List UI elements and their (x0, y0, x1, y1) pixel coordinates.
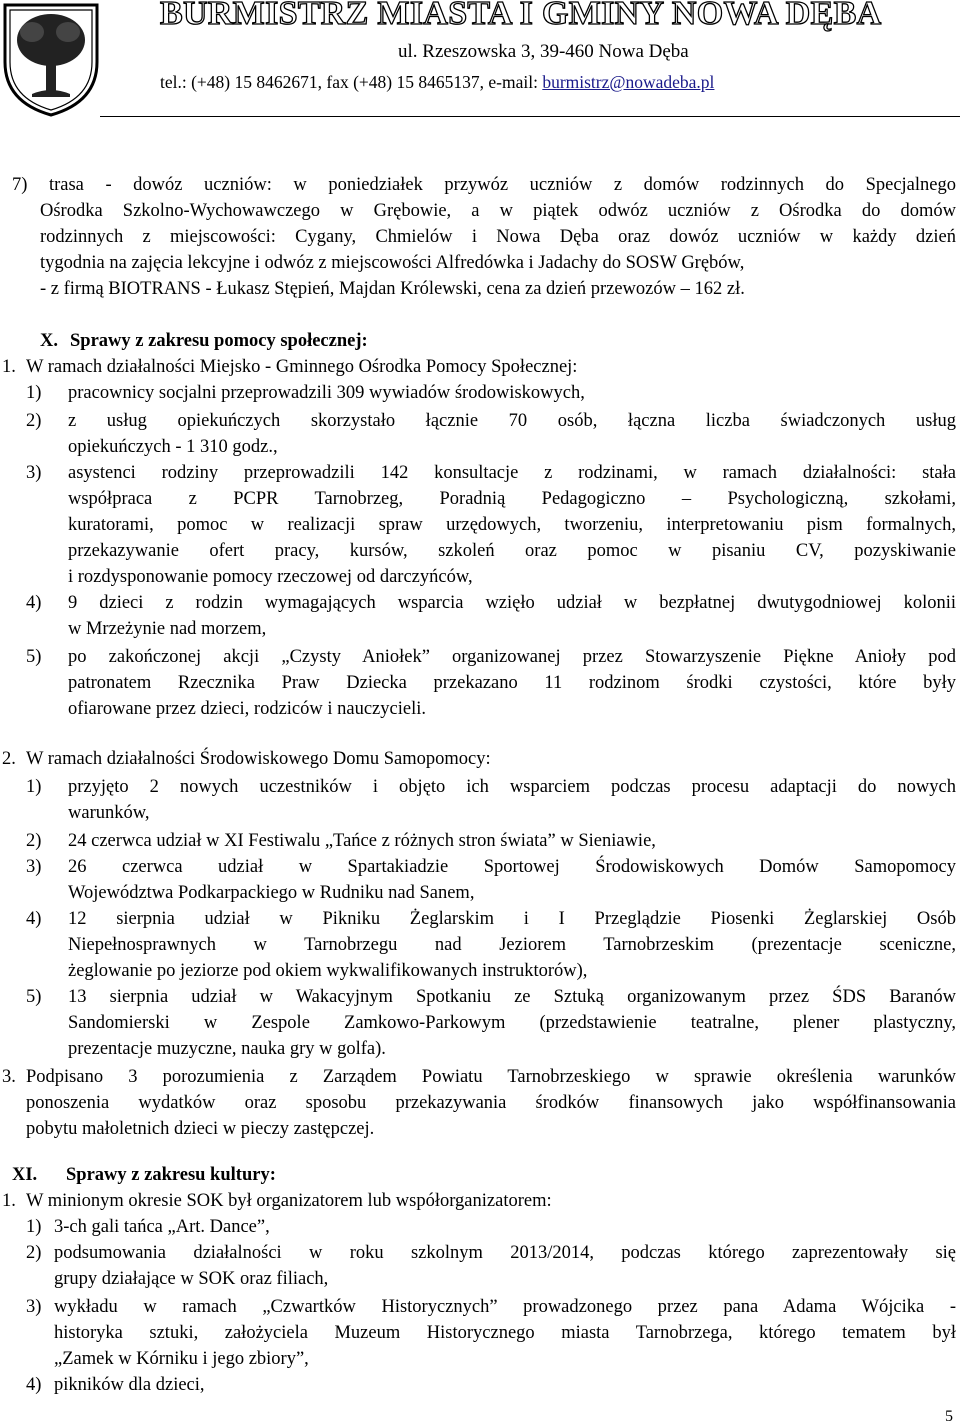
list-item-line: żeglowanie po jeziorze pod okiem wykwalifikowanych instruktorów), (68, 961, 588, 981)
list-item-line: wykładu w ramach „Czwartków Historycznych” prowadzonego przez pana Adama Wójcika - (54, 1297, 956, 1317)
list-item-line: Niepełnosprawnych w Tarnobrzegu nad Jeziorem Tarnobrzeskim (prezentacje sceniczne, (68, 935, 956, 955)
paragraph-line: tygodnia na zajęcia lekcyjne i odwóz z miejscowości Alfredówka i Jadachy do SOSW Grębów, (40, 253, 745, 273)
list-item-line: przekazywanie ofert pracy, kursów, szkoleń oraz pomoc w pisaniu CV, pozyskiwanie (68, 541, 956, 561)
section-heading: Sprawy z zakresu pomocy społecznej: (70, 331, 368, 351)
list-item-number: 5) (26, 647, 42, 667)
paragraph-line: rodzinnych z miejscowości: Cygany, Chmielów i Nowa Dęba oraz dowóz uczniów w każdy dzień (40, 227, 956, 247)
section-number: X. (40, 331, 58, 351)
paragraph-line: W ramach działalności Miejsko - Gminnego Ośrodka Pomocy Społecznej: (26, 357, 578, 377)
paragraph-line: W ramach działalności Środowiskowego Domu Samopomocy: (26, 749, 491, 769)
list-item-line: Województwa Podkarpackiego w Rudniku nad Sanem, (68, 883, 475, 903)
paragraph-line: Ośrodka Szkolno-Wychowawczego w Grębowie, a w piątek odwóz uczniów z Ośrodka do domów (40, 201, 956, 221)
list-item-line: przyjęto 2 nowych uczestników i objęto ich wsparciem podczas procesu adaptacji do nowych (68, 777, 956, 797)
list-item-line: 13 sierpnia udział w Wakacyjnym Spotkaniu ze Sztuką organizowanym przez ŚDS Baranów (68, 987, 956, 1007)
list-item-line: pracownicy socjalni przeprowadzili 309 wywiadów środowiskowych, (68, 383, 585, 403)
list-item-line: podsumowania działalności w roku szkolnym 2013/2014, podczas którego zaprezentowały się (54, 1243, 956, 1263)
list-item-number: 4) (26, 593, 42, 613)
paragraph-number: 1. (2, 357, 16, 377)
list-item-number: 1) (26, 1217, 42, 1237)
header-divider (100, 116, 960, 117)
list-item-number: 2) (26, 1243, 42, 1263)
list-item-number: 3) (26, 1297, 42, 1317)
paragraph-number: 2. (2, 749, 16, 769)
contact-phone-fax: tel.: (+48) 15 8462671, fax (+48) 15 8465137, e-mail: (160, 72, 543, 92)
list-item-line: opiekuńczych - 1 310 godz., (68, 437, 278, 457)
list-item-line: patronatem Rzecznika Praw Dziecka przekazano 11 rodzinom środki czystości, które były (68, 673, 956, 693)
list-item-line: historyka sztuki, założyciela Muzeum Historycznego miasta Tarnobrzega, którego tematem był (54, 1323, 956, 1343)
paragraph-line: Podpisano 3 porozumienia z Zarządem Powiatu Tarnobrzeskiego w sprawie określenia warunków (26, 1067, 956, 1087)
letterhead (0, 0, 960, 122)
section-number: XI. (12, 1165, 38, 1185)
list-item-line: w Mrzeżynie nad morzem, (68, 619, 267, 639)
list-item-line: warunków, (68, 803, 150, 823)
coat-of-arms-logo (2, 2, 100, 118)
list-item-line: „Zamek w Kórniku i jego zbiory”, (54, 1349, 309, 1369)
paragraph-line: 7) trasa - dowóz uczniów: w poniedziałek przywóz uczniów z domów rodzinnych do Specjalnego (12, 175, 956, 195)
list-item-number: 3) (26, 463, 42, 483)
list-item-number: 2) (26, 411, 42, 431)
list-item-line: współpraca z PCPR Tarnobrzeg, Poradnią Pedagogiczno – Psychologiczną, szkołami, (68, 489, 956, 509)
paragraph-line: W minionym okresie SOK był organizatorem lub współorganizatorem: (26, 1191, 552, 1211)
list-item-line: pikników dla dzieci, (54, 1375, 205, 1395)
paragraph-number: 1. (2, 1191, 16, 1211)
list-item-number: 4) (26, 1375, 42, 1395)
list-item-line: z usług opiekuńczych skorzystało łącznie 70 osób, łączna liczba świadczonych usług (68, 411, 956, 431)
list-item-line: po zakończonej akcji „Czysty Aniołek” organizowanej przez Stowarzyszenie Piękne Anioły pod (68, 647, 956, 667)
list-item-number: 4) (26, 909, 42, 929)
paragraph-number: 3. (2, 1067, 16, 1087)
list-item-line: i rozdysponowanie pomocy rzeczowej od darczyńców, (68, 567, 473, 587)
paragraph-line: - z firmą BIOTRANS - Łukasz Stępień, Majdan Królewski, cena za dzień przewozów – 162 zł. (40, 279, 745, 299)
letterhead-title: BURMISTRZ MIASTA I GMINY NOWA DĘBA (160, 0, 882, 32)
list-item-line: 26 czerwca udział w Spartakiadzie Sportowej Środowiskowych Domów Samopomocy (68, 857, 956, 877)
list-item-line: ofiarowane przez dzieci, rodziców i nauczycieli. (68, 699, 426, 719)
paragraph-line: ponoszenia wydatków oraz sposobu przekazywania środków finansowych jako współfinansowania (26, 1093, 956, 1113)
list-item-line: Sandomierski w Zespole Zamkowo-Parkowym (przedstawienie teatralne, plener plastyczny, (68, 1013, 956, 1033)
list-item-number: 5) (26, 987, 42, 1007)
list-item-number: 3) (26, 857, 42, 877)
paragraph-line: pobytu małoletnich dzieci w pieczy zastępczej. (26, 1119, 375, 1139)
email-link[interactable]: burmistrz@nowadeba.pl (542, 72, 715, 92)
letterhead-contact (160, 70, 714, 94)
list-item-number: 1) (26, 777, 42, 797)
list-item-line: kuratorami, pomoc w realizacji spraw urzędowych, tworzeniu, interpretowaniu pism formalnych, (68, 515, 956, 535)
list-item-line: 3-ch gali tańca „Art. Dance”, (54, 1217, 270, 1237)
list-item-line: grupy działające w SOK oraz filiach, (54, 1269, 329, 1289)
letterhead-address: ul. Rzeszowska 3, 39-460 Nowa Dęba (398, 41, 689, 62)
page-number: 5 (945, 1408, 953, 1425)
list-item-line: 12 sierpnia udział w Pikniku Żeglarskim i I Przeglądzie Piosenki Żeglarskiej Osób (68, 909, 956, 929)
list-item-line: 9 dzieci z rodzin wymagających wsparcia wzięło udział w bezpłatnej dwutygodniowej kolonii (68, 593, 956, 613)
list-item-line: 24 czerwca udział w XI Festiwalu „Tańce z różnych stron świata” w Sieniawie, (68, 831, 656, 851)
list-item-line: asystenci rodziny przeprowadzili 142 konsultacje z rodzinami, w ramach działalności: stała (68, 463, 956, 483)
section-heading: Sprawy z zakresu kultury: (66, 1165, 276, 1185)
list-item-number: 1) (26, 383, 42, 403)
list-item-line: prezentacje muzyczne, nauka gry w golfa). (68, 1039, 386, 1059)
list-item-number: 2) (26, 831, 42, 851)
